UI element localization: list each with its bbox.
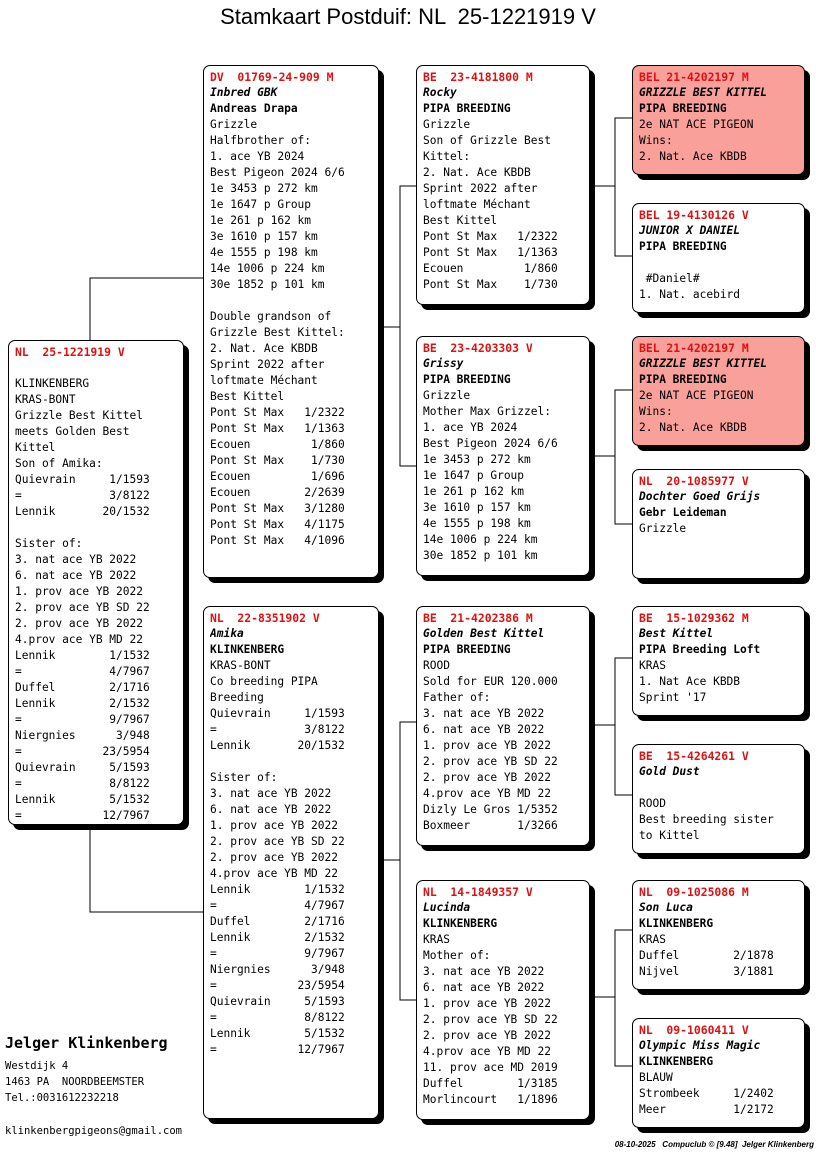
info-line: Best breeding sister <box>639 813 774 826</box>
info-line: 1e 3453 p 272 km <box>423 453 531 466</box>
info-line: 2. prov ace YB 2022 <box>210 851 338 864</box>
info-line: = 23/5954 <box>15 745 150 758</box>
info-line: 2e NAT ACE PIGEON <box>639 389 754 402</box>
info-line: loftmate Méchant <box>423 198 531 211</box>
ring-number: NL 09-1025086 M <box>639 885 749 899</box>
breeder-name: PIPA BREEDING <box>639 102 727 115</box>
info-line: = 4/7967 <box>15 665 150 678</box>
info-line: = 23/5954 <box>210 979 345 992</box>
info-line: 1e 1647 p Group <box>423 469 525 482</box>
breeder-name <box>639 780 798 796</box>
info-line: Wins: <box>639 134 673 147</box>
info-line: Co breeding PIPA <box>210 675 318 688</box>
info-line: Niergnies 3/948 <box>210 963 345 976</box>
ring-number: BE 15-4264261 V <box>639 749 749 763</box>
info-line: 4.prov ace YB MD 22 <box>423 787 551 800</box>
info-line: 1. prov ace YB 2022 <box>210 819 338 832</box>
info-line: Grizzle <box>210 118 258 131</box>
info-line: Sprint '17 <box>639 691 707 704</box>
breeder-name: PIPA BREEDING <box>423 102 511 115</box>
breeder-name: PIPA BREEDING <box>423 643 511 656</box>
pigeon-card-ffm[interactable] <box>632 203 805 313</box>
info-line: meets Golden Best <box>15 425 130 438</box>
info-line: 14e 1006 p 224 km <box>210 262 325 275</box>
pigeon-name: Inbred GBK <box>210 86 278 99</box>
info-line: Best Pigeon 2024 6/6 <box>210 166 345 179</box>
info-line: Sister of: <box>15 537 83 550</box>
pigeon-card-father-father[interactable] <box>416 65 590 305</box>
info-line: to Kittel <box>639 829 700 842</box>
info-line: 3. nat ace YB 2022 <box>423 707 545 720</box>
info-line: Dizly Le Gros 1/5352 <box>423 803 558 816</box>
info-line: Lennik 20/1532 <box>15 505 150 518</box>
info-line: Lennik 1/1532 <box>15 649 150 662</box>
info-line: 3. nat ace YB 2022 <box>423 965 545 978</box>
pigeon-card-mmm[interactable] <box>632 1018 805 1128</box>
info-line: 1e 261 p 162 km <box>210 214 312 227</box>
pigeon-name: Gold Dust <box>639 765 700 778</box>
info-line: 1. prov ace YB 2022 <box>15 585 143 598</box>
info-line: Lennik 1/1532 <box>210 883 345 896</box>
info-line: 4.prov ace YB MD 22 <box>210 867 338 880</box>
info-line: Grizzle <box>423 118 471 131</box>
info-line: Sold for EUR 120.000 <box>423 675 558 688</box>
info-line: 6. nat ace YB 2022 <box>423 723 545 736</box>
info-line: ROOD <box>423 659 450 672</box>
page-title: Stamkaart Postduif: NL 25-1221919 V <box>220 4 596 29</box>
info-line: Sprint 2022 after <box>423 182 538 195</box>
info-line: Pont St Max 1/730 <box>423 278 558 291</box>
breeder-name: KLINKENBERG <box>639 1055 714 1068</box>
ring-number: DV 01769-24-909 M <box>210 70 334 84</box>
info-line <box>639 255 798 271</box>
info-line: Mother Max Grizzel: <box>423 405 551 418</box>
info-line: Father of: <box>423 691 491 704</box>
info-line: 2e NAT ACE PIGEON <box>639 118 754 131</box>
info-line: Ecouen 1/860 <box>210 438 345 451</box>
info-line: Duffel 2/1716 <box>210 915 345 928</box>
info-line: loftmate Méchant <box>210 374 318 387</box>
info-line: 2. prov ace YB SD 22 <box>423 1013 558 1026</box>
breeder-name: PIPA Breeding Loft <box>639 643 761 656</box>
info-line: Duffel 1/3185 <box>423 1077 558 1090</box>
breeder-name: PIPA BREEDING <box>639 373 727 386</box>
pigeon-name: Golden Best Kittel <box>423 627 545 640</box>
info-line: Best Pigeon 2024 6/6 <box>423 437 558 450</box>
info-line: Lennik 2/1532 <box>15 697 150 710</box>
info-line: = 12/7967 <box>15 809 150 822</box>
pigeon-name: Lucinda <box>423 901 471 914</box>
info-line: Pont St Max 1/2322 <box>423 230 558 243</box>
info-line: Grizzle <box>423 389 471 402</box>
pigeon-card-father-mother[interactable] <box>416 336 590 576</box>
ring-number: NL 14-1849357 V <box>423 885 533 899</box>
info-line: Quievrain 1/1593 <box>210 707 345 720</box>
info-line: #Daniel# <box>639 272 700 285</box>
info-line: Halfbrother of: <box>210 134 312 147</box>
pigeon-card-mfm[interactable] <box>632 744 805 854</box>
info-line: 3e 1610 p 157 km <box>210 230 318 243</box>
ring-number: BEL 21-4202197 M <box>639 70 749 84</box>
info-line: 2. Nat. Ace KBDB <box>639 421 747 434</box>
pigeon-card-mff[interactable] <box>632 606 805 716</box>
info-line: = 9/7967 <box>210 947 345 960</box>
info-line: KRAS <box>423 933 450 946</box>
info-line: 1. prov ace YB 2022 <box>423 997 551 1010</box>
info-line: Best Kittel <box>210 390 285 403</box>
ring-number: BE 21-4202386 M <box>423 611 533 625</box>
owner-address-street: Westdijk 4 <box>5 1060 69 1072</box>
pigeon-name: Olympic Miss Magic <box>639 1039 761 1052</box>
info-line: KRAS <box>639 659 666 672</box>
info-line: 2. Nat. Ace KBDB <box>423 166 531 179</box>
pigeon-name: Son Luca <box>639 901 693 914</box>
pigeon-name: Grissy <box>423 357 464 370</box>
info-line: = 3/8122 <box>210 723 345 736</box>
info-line: 6. nat ace YB 2022 <box>15 569 137 582</box>
info-line: 1. prov ace YB 2022 <box>423 739 551 752</box>
info-line <box>210 754 372 770</box>
info-line: Lennik 2/1532 <box>210 931 345 944</box>
info-line: 2. prov ace YB SD 22 <box>210 835 345 848</box>
info-line <box>15 520 177 536</box>
info-line: Strombeek 1/2402 <box>639 1087 774 1100</box>
info-line: 1e 261 p 162 km <box>423 485 525 498</box>
info-line: 14e 1006 p 224 km <box>423 533 538 546</box>
info-line: Best Kittel <box>423 214 498 227</box>
pigeon-name: JUNIOR X DANIEL <box>639 224 741 237</box>
info-line: Meer 1/2172 <box>639 1103 774 1116</box>
pigeon-card-mother-mother[interactable] <box>416 880 590 1120</box>
info-line: 4e 1555 p 198 km <box>423 517 531 530</box>
info-line: Breeding <box>210 691 264 704</box>
info-line: BLAUW <box>639 1071 673 1084</box>
breeder-name: KLINKENBERG <box>423 917 498 930</box>
ring-number: NL 25-1221919 V <box>15 345 125 359</box>
info-line: 3e 1610 p 157 km <box>423 501 531 514</box>
info-line: = 4/7967 <box>210 899 345 912</box>
info-line: Pont St Max 1/1363 <box>210 422 345 435</box>
info-line: Lennik 5/1532 <box>15 793 150 806</box>
info-line: Pont St Max 1/730 <box>210 454 345 467</box>
ring-number: BE 23-4181800 M <box>423 70 533 84</box>
owner-address-city: 1463 PA NOORDBEEMSTER <box>5 1076 145 1088</box>
info-line: Sister of: <box>210 771 278 784</box>
ring-number: BE 23-4203303 V <box>423 341 533 355</box>
info-line: = 3/8122 <box>15 489 150 502</box>
info-line: 2. Nat. Ace KBDB <box>210 342 318 355</box>
info-line: Pont St Max 1/1363 <box>423 246 558 259</box>
breeder-name: KLINKENBERG <box>210 643 285 656</box>
pigeon-name: Best Kittel <box>639 627 714 640</box>
info-line: 1e 3453 p 272 km <box>210 182 318 195</box>
pigeon-card-father[interactable] <box>203 65 379 578</box>
ring-number: NL 20-1085977 V <box>639 474 749 488</box>
info-line: = 8/8122 <box>15 777 150 790</box>
info-line: Son of Amika: <box>15 457 103 470</box>
info-line: 6. nat ace YB 2022 <box>210 803 332 816</box>
info-line: Pont St Max 4/1096 <box>210 534 345 547</box>
info-line: 2. prov ace YB 2022 <box>423 771 551 784</box>
info-line: 1e 1647 p Group <box>210 198 312 211</box>
info-line: KRAS-BONT <box>210 659 271 672</box>
info-line: 2. prov ace YB SD 22 <box>423 755 558 768</box>
info-line: Duffel 2/1716 <box>15 681 150 694</box>
info-line: 1. ace YB 2024 <box>423 421 518 434</box>
info-line: 1. ace YB 2024 <box>210 150 305 163</box>
info-line: 1. Nat Ace KBDB <box>639 675 741 688</box>
breeder-name: PIPA BREEDING <box>423 373 511 386</box>
info-line: 2. prov ace YB 2022 <box>423 1029 551 1042</box>
pigeon-card-fmf[interactable] <box>632 336 805 446</box>
info-line: 4e 1555 p 198 km <box>210 246 318 259</box>
info-line: 2. prov ace YB SD 22 <box>15 601 150 614</box>
info-line: 30e 1852 p 101 km <box>210 278 325 291</box>
owner-name: Jelger Klinkenberg <box>5 1034 168 1052</box>
info-line: Lennik 20/1532 <box>210 739 345 752</box>
info-line: Pont St Max 3/1280 <box>210 502 345 515</box>
ring-number: BEL 21-4202197 M <box>639 341 749 355</box>
info-line: Sprint 2022 after <box>210 358 325 371</box>
info-line: Pont St Max 1/2322 <box>210 406 345 419</box>
footer-info: 08-10-2025 Compuclub © [9.48] Jelger Klinkenberg <box>614 1140 814 1149</box>
pigeon-name: Dochter Goed Grijs <box>639 490 761 503</box>
pigeon-name: GRIZZLE BEST KITTEL <box>639 86 767 99</box>
info-line: 30e 1852 p 101 km <box>423 549 538 562</box>
info-line: Boxmeer 1/3266 <box>423 819 558 832</box>
info-line <box>210 293 372 309</box>
pigeon-name: Rocky <box>423 86 457 99</box>
info-line <box>15 360 177 376</box>
pigeon-card-mmf[interactable] <box>632 880 805 990</box>
info-line: 1. Nat. acebird <box>639 288 741 301</box>
info-line: Quievrain 5/1593 <box>15 761 150 774</box>
info-line: 3. nat ace YB 2022 <box>210 787 332 800</box>
info-line: Double grandson of <box>210 310 332 323</box>
owner-email[interactable]: klinkenbergpigeons@gmail.com <box>5 1125 183 1137</box>
info-line: Ecouen 1/696 <box>210 470 345 483</box>
info-line: 2. Nat. Ace KBDB <box>639 150 747 163</box>
breeder-name: Andreas Drapa <box>210 102 298 115</box>
info-line: Wins: <box>639 405 673 418</box>
pigeon-card-fff[interactable] <box>632 65 805 175</box>
info-line: Duffel 2/1878 <box>639 949 774 962</box>
info-line: Kittel: <box>423 150 471 163</box>
ring-number: BEL 19-4130126 V <box>639 208 749 222</box>
ring-number: NL 09-1060411 V <box>639 1023 749 1037</box>
pigeon-card-fmm[interactable] <box>632 469 805 579</box>
info-line: Ecouen 2/2639 <box>210 486 345 499</box>
breeder-name: PIPA BREEDING <box>639 240 727 253</box>
info-line: Grizzle Best Kittel <box>15 409 143 422</box>
info-line: Quievrain 1/1593 <box>15 473 150 486</box>
info-line: Nijvel 3/1881 <box>639 965 774 978</box>
pigeon-card-mother-father[interactable] <box>416 606 590 846</box>
info-line: 2. prov ace YB 2022 <box>15 617 143 630</box>
info-line: Ecouen 1/860 <box>423 262 558 275</box>
pigeon-name: Amika <box>210 627 244 640</box>
info-line: Quievrain 5/1593 <box>210 995 345 1008</box>
info-line: Lennik 5/1532 <box>210 1027 345 1040</box>
info-line: Pont St Max 4/1175 <box>210 518 345 531</box>
info-line: Niergnies 3/948 <box>15 729 150 742</box>
pigeon-card-subject[interactable] <box>8 340 184 825</box>
info-line: Grizzle Best Kittel: <box>210 326 345 339</box>
info-line: = 12/7967 <box>210 1043 345 1056</box>
info-line: Kittel <box>15 441 56 454</box>
info-line: 4.prov ace YB MD 22 <box>15 633 143 646</box>
ring-number: NL 22-8351902 V <box>210 611 320 625</box>
info-line: KLINKENBERG <box>15 377 90 390</box>
pigeon-name: GRIZZLE BEST KITTEL <box>639 357 767 370</box>
info-line: ROOD <box>639 797 666 810</box>
info-line: KRAS-BONT <box>15 393 76 406</box>
info-line: KRAS <box>639 933 666 946</box>
owner-phone: Tel.:0031612232218 <box>5 1092 119 1104</box>
info-line: Son of Grizzle Best <box>423 134 551 147</box>
info-line: 4.prov ace YB MD 22 <box>423 1045 551 1058</box>
info-line: Grizzle <box>639 522 687 535</box>
info-line: Morlincourt 1/1896 <box>423 1093 558 1106</box>
breeder-name: Gebr Leideman <box>639 506 727 519</box>
info-line: 6. nat ace YB 2022 <box>423 981 545 994</box>
pigeon-card-mother[interactable] <box>203 606 379 1119</box>
info-line: Mother of: <box>423 949 491 962</box>
info-line: = 8/8122 <box>210 1011 345 1024</box>
info-line: 11. prov ace MD 2019 <box>423 1061 558 1074</box>
ring-number: BE 15-1029362 M <box>639 611 749 625</box>
breeder-name: KLINKENBERG <box>639 917 714 930</box>
info-line: = 9/7967 <box>15 713 150 726</box>
info-line: 3. nat ace YB 2022 <box>15 553 137 566</box>
